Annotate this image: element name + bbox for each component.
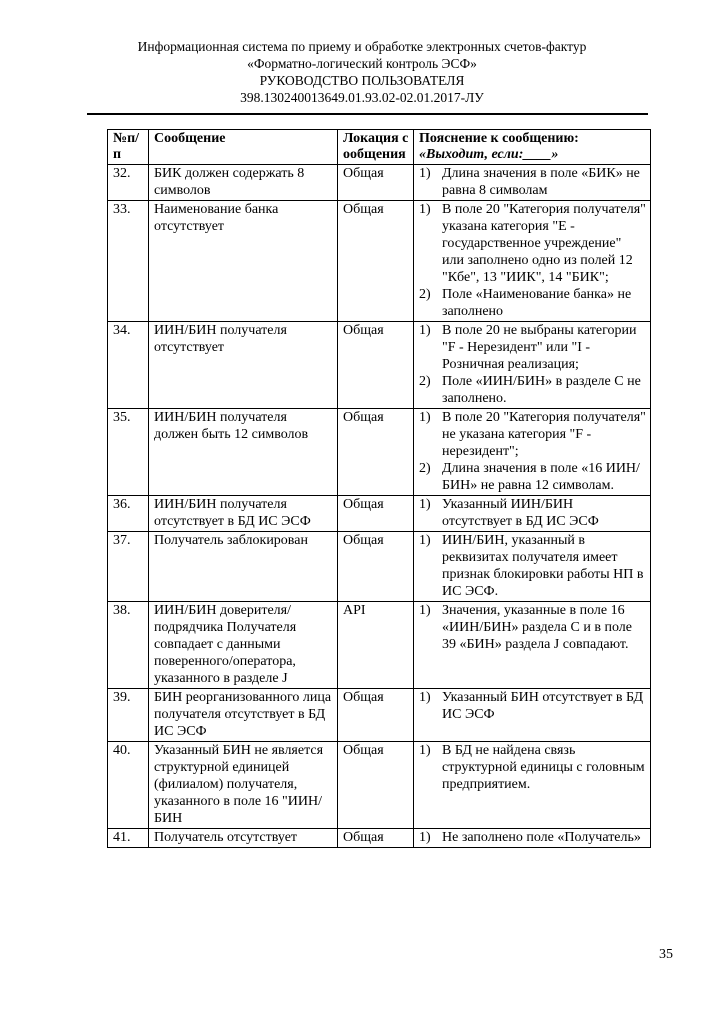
message-text: ИИН/БИН получателя отсутствует в БД ИС ЭСФ	[154, 497, 311, 529]
row-number-cell	[108, 165, 149, 201]
row-number-cell	[108, 602, 149, 689]
row-number-cell	[108, 742, 149, 829]
message-text: Получатель отсутствует	[154, 830, 298, 845]
row-number-cell	[108, 496, 149, 532]
explanation-item	[419, 496, 646, 530]
location-text: Общая	[343, 166, 384, 181]
message-cell	[149, 689, 338, 742]
explanation-item-number: 1)	[419, 323, 431, 338]
message-cell	[149, 201, 338, 322]
explanation-item-text: ИИН/БИН, указанный в реквизитах получателя имеет признак блокировки работы НП в ИС ЭСФ.	[442, 533, 644, 599]
row-number-cell	[108, 322, 149, 409]
explanation-item-number: 1)	[419, 830, 431, 845]
table-header	[108, 130, 651, 165]
row-number-cell	[108, 829, 149, 848]
message-cell	[149, 602, 338, 689]
table-row	[108, 409, 651, 496]
explanation-item-number: 1)	[419, 202, 431, 217]
explanation-item-number: 1)	[419, 497, 431, 512]
table-row	[108, 201, 651, 322]
explanation-item-number: 1)	[419, 743, 431, 758]
col-header-number: №п/п	[108, 130, 149, 165]
explanation-item-number: 1)	[419, 166, 431, 181]
explanation-item-number: 2)	[419, 461, 431, 476]
row-number-cell	[108, 689, 149, 742]
explanation-cell	[414, 322, 651, 409]
explanation-item-number: 1)	[419, 690, 431, 705]
explanation-cell	[414, 602, 651, 689]
message-text: БИК должен содержать 8 символов	[154, 166, 305, 198]
message-cell	[149, 742, 338, 829]
row-number: 39.	[113, 690, 131, 705]
explanation-item-number: 1)	[419, 410, 431, 425]
message-text: Указанный БИН не является структурной единицей (филиалом) получателя, указанного в поле 16 "ИИН/БИН	[154, 743, 324, 826]
explanation-item	[419, 409, 646, 460]
row-number-cell	[108, 409, 149, 496]
explanation-cell	[414, 742, 651, 829]
location-text: Общая	[343, 533, 384, 548]
explanation-item-text: Длина значения в поле «БИК» не равна 8 символам	[442, 166, 640, 198]
location-cell	[338, 165, 414, 201]
table-body	[108, 165, 651, 848]
row-number: 38.	[113, 603, 131, 618]
message-cell	[149, 409, 338, 496]
location-text: Общая	[343, 830, 384, 845]
document-header	[0, 0, 724, 106]
table-header-row	[108, 130, 651, 165]
col-header-explanation	[414, 130, 651, 165]
explanation-item	[419, 286, 646, 320]
explanation-item	[419, 201, 646, 286]
row-number: 33.	[113, 202, 131, 217]
location-cell	[338, 689, 414, 742]
explanation-item-text: Значения, указанные в поле 16 «ИИН/БИН» раздела С и в поле 39 «БИН» раздела J совпадают.	[442, 603, 632, 652]
explanation-item	[419, 165, 646, 199]
explanation-item-text: Длина значения в поле «16 ИИН/БИН» не равна 12 символам.	[442, 461, 640, 493]
location-text: Общая	[343, 410, 384, 425]
location-text: API	[343, 603, 366, 618]
row-number-cell	[108, 532, 149, 602]
location-cell	[338, 742, 414, 829]
explanation-item-text: Указанный ИИН/БИН отсутствует в БД ИС ЭСФ	[442, 497, 599, 529]
message-text: ИИН/БИН получателя отсутствует	[154, 323, 287, 355]
location-cell	[338, 602, 414, 689]
explanation-cell	[414, 165, 651, 201]
explanation-item	[419, 532, 646, 600]
row-number: 37.	[113, 533, 131, 548]
location-text: Общая	[343, 323, 384, 338]
explanation-item-text: Поле «Наименование банка» не заполнено	[442, 287, 632, 319]
message-cell	[149, 496, 338, 532]
explanation-cell	[414, 532, 651, 602]
table-row	[108, 602, 651, 689]
messages-table	[107, 129, 651, 848]
explanation-item	[419, 373, 646, 407]
location-cell	[338, 201, 414, 322]
location-cell	[338, 409, 414, 496]
row-number: 32.	[113, 166, 131, 181]
message-text: Получатель заблокирован	[154, 533, 308, 548]
explanation-item-number: 1)	[419, 533, 431, 548]
message-cell	[149, 829, 338, 848]
explanation-item-text: В поле 20 "Категория получателя" не указана категория "F - нерезидент";	[442, 410, 646, 459]
explanation-item-text: В БД не найдена связь структурной единицы с головным предприятием.	[442, 743, 645, 792]
col-header-explanation-subtitle: «Выходит, если:____»	[419, 147, 559, 162]
location-text: Общая	[343, 497, 384, 512]
explanation-item-text: Указанный БИН отсутствует в БД ИС ЭСФ	[442, 690, 644, 722]
page-number: 35	[659, 947, 673, 962]
message-text: ИИН/БИН доверителя/подрядчика Получателя совпадает с данными поверенного/оператора, указанного в разделе J	[154, 603, 297, 686]
table-row	[108, 496, 651, 532]
explanation-cell	[414, 496, 651, 532]
location-cell	[338, 496, 414, 532]
explanation-item-number: 2)	[419, 287, 431, 302]
row-number: 35.	[113, 410, 131, 425]
header-line-system: Информационная система по приему и обработке электронных счетов-фактур	[137, 39, 587, 54]
explanation-cell	[414, 829, 651, 848]
message-cell	[149, 322, 338, 409]
explanation-item-text: В поле 20 не выбраны категории "F - Нерезидент" или "I - Розничная реализация;	[442, 323, 637, 372]
header-line-control: «Форматно-логический контроль ЭСФ»	[247, 56, 477, 71]
row-number: 36.	[113, 497, 131, 512]
table-row	[108, 689, 651, 742]
table-row	[108, 165, 651, 201]
explanation-item	[419, 602, 646, 653]
header-divider	[87, 113, 648, 115]
message-cell	[149, 532, 338, 602]
message-text: Наименование банка отсутствует	[154, 202, 279, 234]
header-line-manual: РУКОВОДСТВО ПОЛЬЗОВАТЕЛЯ	[259, 73, 465, 88]
table-row	[108, 322, 651, 409]
explanation-item-number: 1)	[419, 603, 431, 618]
explanation-cell	[414, 689, 651, 742]
explanation-cell	[414, 409, 651, 496]
row-number-cell	[108, 201, 149, 322]
explanation-item	[419, 460, 646, 494]
explanation-item-number: 2)	[419, 374, 431, 389]
col-header-message: Сообщение	[149, 130, 338, 165]
row-number: 40.	[113, 743, 131, 758]
message-text: ИИН/БИН получателя должен быть 12 символов	[154, 410, 309, 442]
row-number: 41.	[113, 830, 131, 845]
explanation-item	[419, 742, 646, 793]
table-row	[108, 532, 651, 602]
location-text: Общая	[343, 743, 384, 758]
explanation-item	[419, 322, 646, 373]
location-text: Общая	[343, 690, 384, 705]
explanation-item-text: Не заполнено поле «Получатель»	[442, 830, 641, 845]
col-header-location: Локация сообщения	[338, 130, 414, 165]
header-line-doc-code: 398.130240013649.01.93.02-02.01.2017-ЛУ	[240, 90, 484, 105]
table-row	[108, 829, 651, 848]
message-cell	[149, 165, 338, 201]
location-cell	[338, 322, 414, 409]
explanation-item-text: В поле 20 "Категория получателя" указана категория "Е - государственное учреждение" или заполнено одно из полей 12 "Кбе", 13 "ИИК", 14 "БИК";	[442, 202, 646, 285]
col-header-explanation-title: Пояснение к сообщению:	[419, 131, 579, 146]
location-text: Общая	[343, 202, 384, 217]
explanation-item-text: Поле «ИИН/БИН» в разделе С не заполнено.	[442, 374, 641, 406]
explanation-cell	[414, 201, 651, 322]
message-text: БИН реорганизованного лица получателя отсутствует в БД ИС ЭСФ	[154, 690, 332, 739]
table-row	[108, 742, 651, 829]
location-cell	[338, 532, 414, 602]
explanation-item	[419, 689, 646, 723]
explanation-item	[419, 829, 646, 846]
location-cell	[338, 829, 414, 848]
row-number: 34.	[113, 323, 131, 338]
